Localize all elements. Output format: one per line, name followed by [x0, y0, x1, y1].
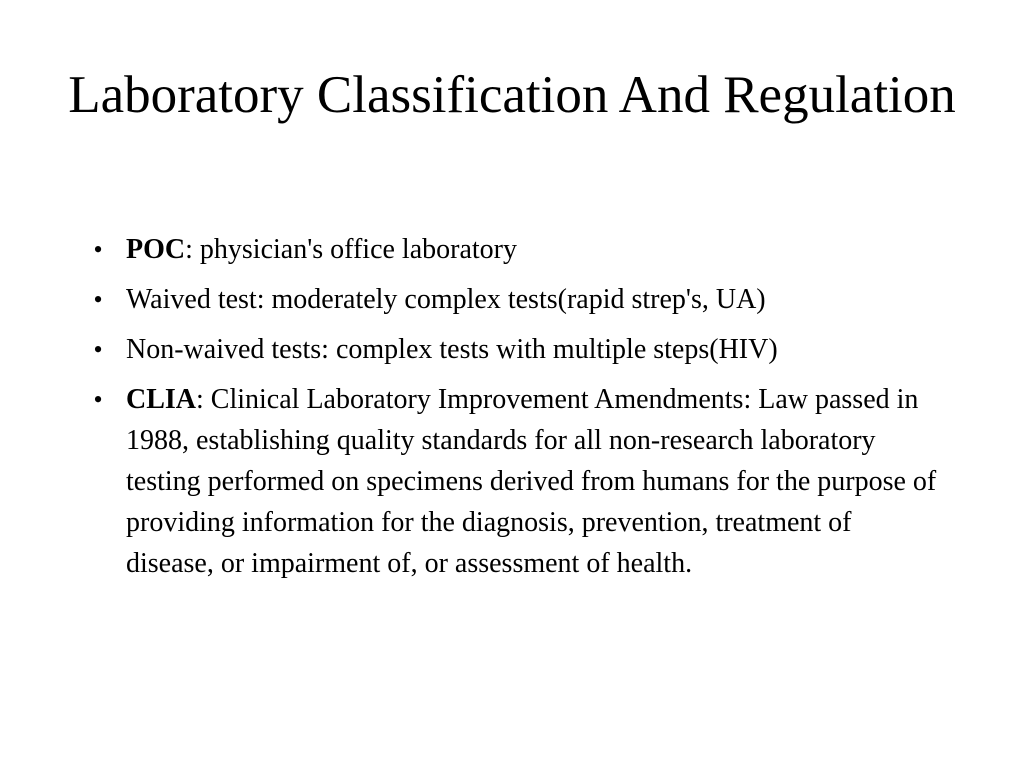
bullet-item-non-waived-tests: [93, 329, 946, 370]
slide-title: Laboratory Classification And Regulation: [68, 66, 956, 124]
bullet-list: [93, 229, 946, 593]
bullet-text: : physician's office laboratory: [185, 234, 517, 265]
bullet-term: CLIA: [126, 384, 197, 415]
bullet-icon: •: [93, 335, 103, 364]
bullet-icon: •: [93, 385, 103, 414]
bullet-icon: •: [93, 285, 103, 314]
bullet-term: POC: [126, 234, 186, 265]
bullet-item-waived-test: [93, 279, 946, 320]
bullet-text: Waived test: moderately complex tests(rapid strep's, UA): [126, 284, 766, 315]
bullet-item-clia: [93, 379, 946, 584]
bullet-icon: •: [93, 235, 103, 264]
bullet-text: : Clinical Laboratory Improvement Amendments: Law passed in 1988, establishing quality standards for all non-research laboratory testing performed on specimens derived from humans for the purpose of providing information for the diagnosis, prevention, treatment of disease, or impairment of, or assessment of health.: [126, 384, 937, 579]
bullet-text: Non-waived tests: complex tests with multiple steps(HIV): [126, 334, 778, 365]
bullet-item-poc: [93, 229, 946, 270]
